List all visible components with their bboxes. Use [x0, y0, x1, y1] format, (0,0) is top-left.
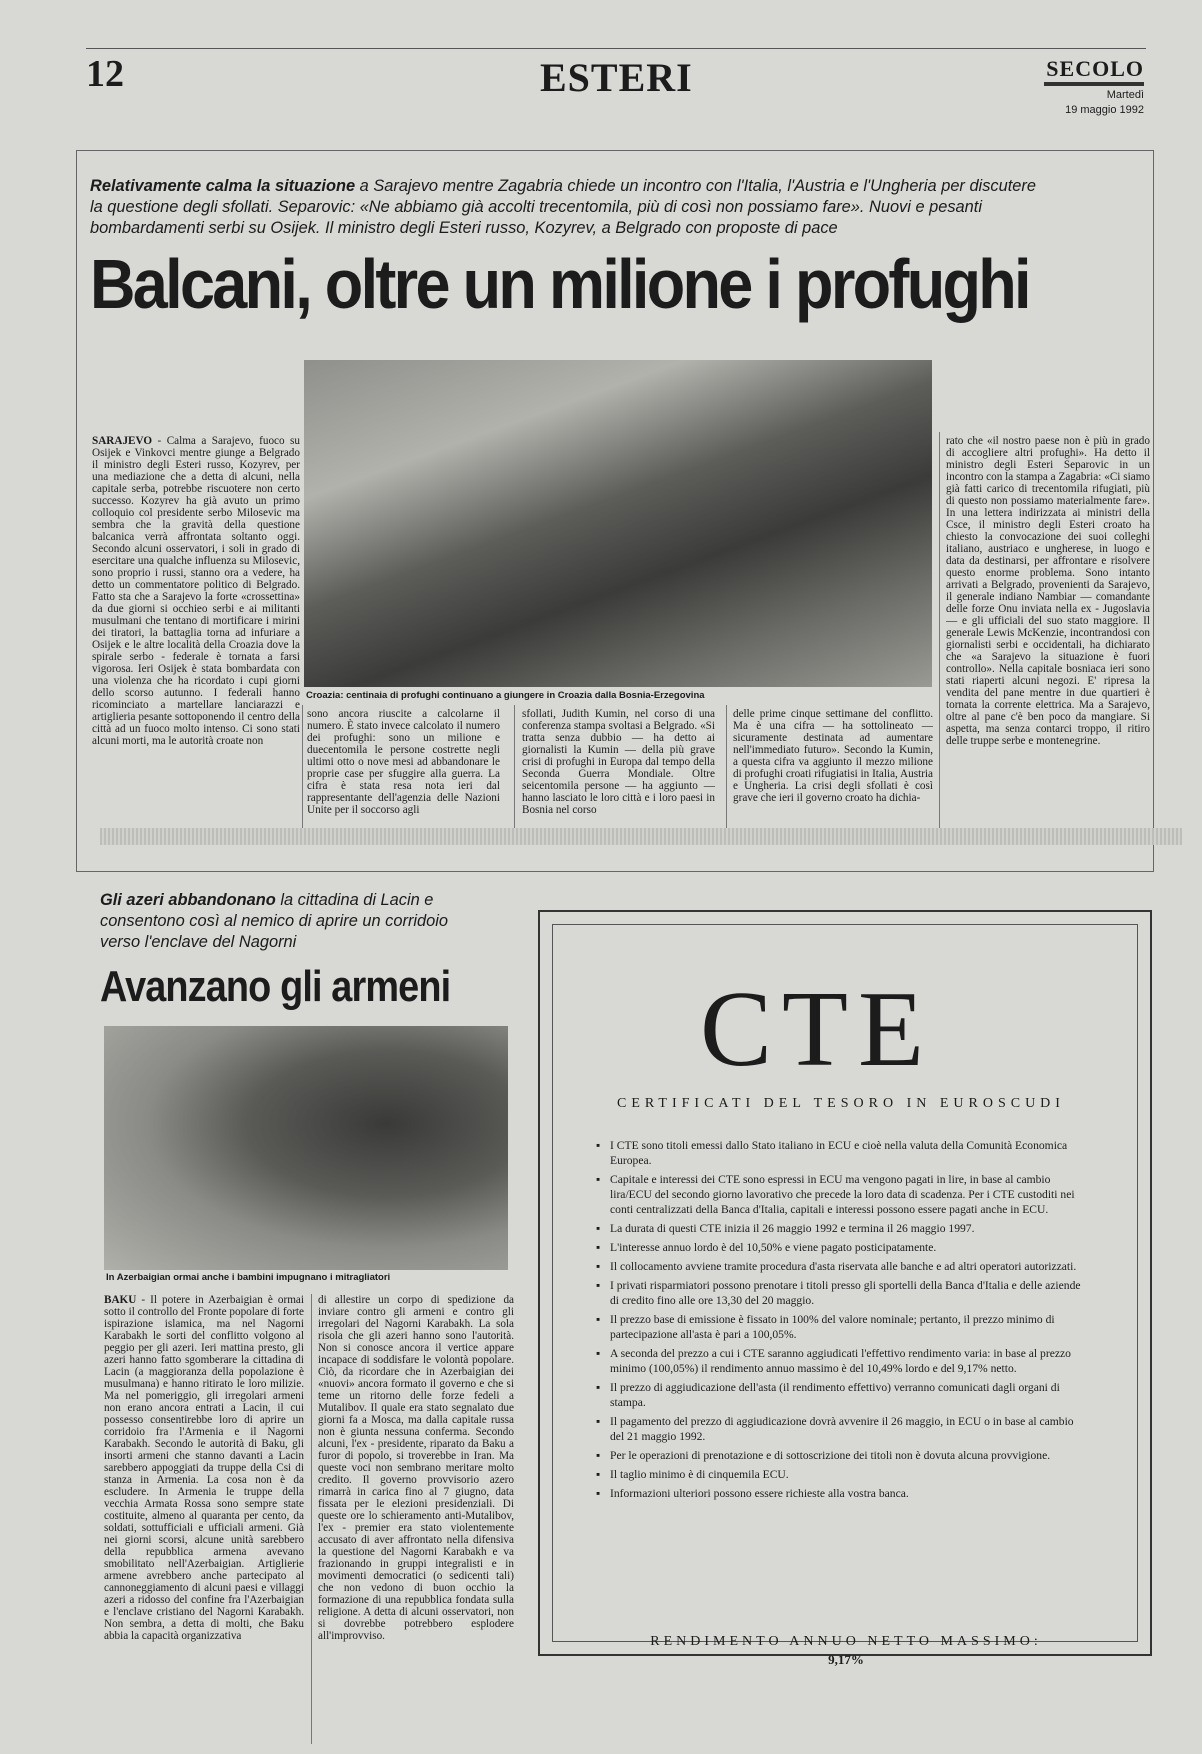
article-balcani-col-5: rato che «il nostro paese non è più in grado di accogliere altri profughi». Ha detto il ministro degli Esteri Separovic in un incontro con la stampa a Zagabria: «Ci siamo già fatti carico di trecentomila rifugiati, più di questo non possiamo materialmente fare». In una lettera indirizzata ai ministri della Csce, il ministro degli Esteri croato ha chiesto la convocazione dei suoi colleghi italiano, austriaco e ungherese, in luogo e data da destinarsi, per affrontare e risolvere questo enorme problema. Sono intanto arrivati a Belgrado, provenienti da Sarajevo, il generale indiano Nambiar — comandante delle forze Onu inviata nella ex - Jugoslavia — e gli ufficiali del suo stato maggiore. Il generale Lewis McKenzie, incontrandosi con giornalisti serbi e occidentali, ha dichiarato che «a Sarajevo la situazione è fuori controllo». Nella capitale bosniaca ieri sono stati riaperti alcuni negozi. E' ripresa la vendita del pane mentre in due quartieri è tornata la corrente elettrica. Ma a Sarajevo, oltre al pane c'è ben poco da mangiare. Si aspetta, ma senza contarci troppo, il ritiro delle truppe serbe e montenegrine. — [946, 435, 1150, 747]
separator-band — [100, 828, 1182, 845]
top-rule — [86, 48, 1146, 49]
list-item: ▪ Il pagamento del prezzo di aggiudicazione dovrà avvenire il 26 maggio, in ECU o in base al cambio del 21 maggio 1992. — [596, 1414, 1082, 1444]
list-item: ▪ L'interesse annuo lordo è del 10,50% e viene pagato posticipatamente. — [596, 1240, 1082, 1255]
dateline: BAKU — [104, 1294, 137, 1306]
article-armeni-headline: Avanzano gli armeni — [100, 962, 451, 1011]
kicker-rest: a Sarajevo mentre Zagabria chiede un incontro con l'Italia, l'Austria e l'Ungheria per discutere la questione degli sfollati. Separovic: «Ne abbiamo già accolti trecentomila, più di così non possiamo fare». Nuovi e pesanti bombardamenti serbi su Osijek. Il ministro degli Esteri russo, Kozyrev, a Belgrado con proposte di pace — [90, 177, 1036, 237]
section-title: ESTERI — [540, 55, 693, 100]
masthead-date: 19 maggio 1992 — [1065, 104, 1144, 116]
article-balcani-col-2: sono ancora riuscite a calcolarne il numero. È stato invece calcolato il numero dei profughi: sono un milione e duecentomila le persone costrette negli ultimi otto o nove mesi ad abbandonare le proprie case per sfuggire alla guerra. La cifra è stata resa nota ieri dal rappresentante dell'agenzia delle Nazioni Unite per il soccorso agli — [307, 708, 500, 816]
body-text: - Il potere in Azerbaigian è ormai sotto il controllo del Fronte popolare di forte ispirazione islamica, ma nel Nagorni Karabakh le sorti del conflitto volgono al peggio per gli azeri. Ieri mattina presto, gli azeri hanno fatto sgomberare la cittadina di Lacin (a maggioranza della popolazione è musulmana) e hanno ritirato le loro milizie. Ma nel pomeriggio, gli irregolari armeni non erano ancora entrati a Lacin, il cui possesso consentirebbe loro di aprire un corridoio fra l'Armenia e il Nagorni Karabakh. Secondo le autorità di Baku, gli insorti armeni che stanno davanti a Lacin sarebbero appoggiati da truppe della Csi di stanza in Armenia. La cosa non è da escludere. In Armenia le truppe della vecchia Armata Rossa sono sempre state costituite, almeno al quaranta per cento, da soldati, sottufficiali e ufficiali armeni. Già nei giorni scorsi, alcune unità sarebbero della repubblica armena avevano smobilitato nell'Azerbaigian. Artiglierie armene avrebbero anche partecipato al cannoneggiamento di alcuni paesi e villaggi azeri a ridosso del confine fra l'Azerbaigian e l'enclave cristiano del Nagorni Karabakh. Non sembra, a detta di molti, che Baku abbia la capacità organizzativa — [104, 1294, 304, 1642]
dateline: SARAJEVO — [92, 435, 153, 447]
masthead-day: Martedì — [1106, 89, 1144, 101]
article-armeni-kicker — [100, 890, 460, 953]
masthead-logo: SECOLO — [1044, 56, 1144, 86]
column-rule — [311, 1294, 312, 1744]
list-item: ▪ I privati risparmiatori possono prenotare i titoli presso gli sportelli della Banca d'Italia e delle aziende di credito fino alle ore 13,30 del 20 maggio. — [596, 1278, 1082, 1308]
article-balcani-col-3: sfollati, Judith Kumin, nel corso di una conferenza stampa svoltasi a Belgrado. «Si tratta senza dubbio — ha detto ai giornalisti la Kumin — della più grave crisi di profughi in Europa dal tempo della Seconda Guerra Mondiale. Oltre seicentomila persone — ha aggiunto — hanno lasciato le loro città e i loro paesi in Bosnia nel corso — [522, 708, 715, 816]
column-rule — [302, 705, 303, 845]
column-rule — [726, 705, 727, 845]
list-item: ▪ Il prezzo di aggiudicazione dell'asta (il rendimento effettivo) verranno comunicati dagli organi di stampa. — [596, 1380, 1082, 1410]
children-photo — [104, 1026, 508, 1270]
cte-footer: RENDIMENTO ANNUO NETTO MASSIMO: — [650, 1634, 1042, 1649]
cte-yield: 9,17% — [828, 1652, 864, 1667]
list-item: ▪ Informazioni ulteriori possono essere richieste alla vostra banca. — [596, 1486, 1082, 1501]
list-item: ▪ Il collocamento avviene tramite procedura d'asta riservata alle banche e ad altri operatori autorizzati. — [596, 1259, 1082, 1274]
page-number: 12 — [86, 53, 124, 95]
list-item: ▪ I CTE sono titoli emessi dallo Stato italiano in ECU e cioè nella valuta della Comunità Economica Europea. — [596, 1138, 1082, 1168]
article-balcani-kicker — [90, 176, 1050, 239]
list-item: ▪ Il prezzo base di emissione è fissato in 100% del valore nominale; pertanto, il prezzo minimo di partecipazione all'asta è pari a 100,05%. — [596, 1312, 1082, 1342]
article-balcani-headline: Balcani, oltre un milione i profughi — [90, 245, 1029, 323]
refugees-photo — [304, 360, 932, 687]
list-item: ▪ A seconda del prezzo a cui i CTE saranno aggiudicati l'effettivo rendimento varia: in base al prezzo minimo (100,05%) il rendimento annuo massimo è del 10,49% lordo e del 9,17% netto. — [596, 1346, 1082, 1376]
column-rule — [939, 432, 940, 845]
article-balcani-col-4: delle prime cinque settimane del conflitto. Ma è una cifra — ha sottolineato — sicuramente destinata ad aumentare nell'immediato futuro». Secondo la Kumin, a questa cifra va aggiunto il mezzo milione di profughi croati rifugiatisi in Italia, Austria e Ungheria. La crisi degli sfollati è così grave che ieri il governo croato ha dichia- — [733, 708, 933, 804]
cte-bullet-list — [596, 1138, 1082, 1505]
list-item: ▪ Il taglio minimo è di cinquemila ECU. — [596, 1467, 1082, 1482]
body-text: - Calma a Sarajevo, fuoco su Osijek e Vinkovci mentre giunge a Belgrado il ministro degli Esteri russo, Kozyrev, per una mediazione che a detta di alcuni, nella capitale serba, potrebbe riscuotere non certo successo. Kozyrev ha già avuto un primo colloquio col presidente serbo Milosevic ma sembra che la gravità della questione balcanica verrà affrontata soltanto oggi. Secondo alcuni osservatori, i soli in grado di esercitare una qualche influenza su Milosevic, sono proprio i russi, stanno ora a vedere, ha detto un commentatore politico di Belgrado. Fatto sta che a Sarajevo la forte «crossettina» da due giorni si occhieo serbi e ai militanti musulmani che tentano di mortificare i mirini dei tiratori, la battaglia torna ad infuriare a Osijek e le altre località della Croazia dove la spirale serbo - federale è tornata a farsi vigorosa. Ieri Osijek è stata bombardata con una violenza che ha ricordato i cupi giorni dello scorso autunno. I federali hanno ricominciato a martellare lanciarazzi e artiglieria pesante sottoponendo il centro della città ad un fuoco molto intenso. Ci sono stati alcuni morti, ma le autorità croate non — [92, 435, 300, 747]
refugees-photo-caption: Croazia: centinaia di profughi continuano a giungere in Croazia dalla Bosnia-Erzegovina — [306, 690, 705, 701]
cte-logo: CTE — [700, 970, 934, 1089]
article-balcani-col-1 — [92, 435, 300, 843]
children-photo-caption: In Azerbaigian ormai anche i bambini impugnano i mitragliatori — [106, 1272, 391, 1283]
kicker-rest: la cittadina di Lacin e consentono così al nemico di aprire un corridoio verso l'enclave del Nagorni — [100, 891, 449, 951]
cte-subtitle: CERTIFICATI DEL TESORO IN EUROSCUDI — [617, 1096, 1065, 1111]
column-rule — [514, 705, 515, 845]
list-item: ▪ Per le operazioni di prenotazione e di sottoscrizione dei titoli non è dovuta alcuna provvigione. — [596, 1448, 1082, 1463]
article-armeni-col-2: di allestire un corpo di spedizione da inviare contro gli armeni e contro gli irregolari del Nagorni Karabakh. La sola risola che gli azeri hanno sono l'autorità. Non si conosce ancora il vertice appare incapace di soddisfare le volontà popolare. Ciò, da ricordare che in Azerbaigian dei «nuovi» ancora formato il governo e che si teme un ritorno delle forze fedeli a Mutalibov. Il quale era stato segnalato due giorni fa a Mosca, ma dalla capitale russa non è giunta nessuna conferma. Secondo alcuni, l'ex - presidente, riparato da Baku a furor di popolo, si troverebbe in Iran. Ma queste voci non sembrano meritare molto credito. Il governo provvisorio azero rimarrà in carica fino al 7 giugno, data fissata per le elezioni presidenziali. Di queste ore lo schieramento anti-Mutalibov, l'ex - premier era stato violentemente accusato di aver affrontato nella difensiva la questione del Nagorni Karabakh e va frazionando in gruppi integralisti e in movimenti democratici (o sedicenti tali) che non vedono di buon occhio la formazione di una repubblica fondata sulla religione. A detta di alcuni osservatori, non si dovrebbe potrebbero esplodere all'improvviso. — [318, 1294, 514, 1642]
kicker-lead: Relativamente calma la situazione — [90, 177, 356, 195]
list-item: ▪ Capitale e interessi dei CTE sono espressi in ECU ma vengono pagati in lire, in base al cambio lira/ECU del secondo giorno lavorativo che precede la loro data di scadenza. Per i CTE custoditi nei conti centralizzati della Banca d'Italia, capitali e interessi possono essere pagati anche in ECU. — [596, 1172, 1082, 1217]
kicker-lead: Gli azeri abbandonano — [100, 891, 276, 909]
list-item: ▪ La durata di questi CTE inizia il 26 maggio 1992 e termina il 26 maggio 1997. — [596, 1221, 1082, 1236]
article-armeni-col-1 — [104, 1294, 304, 1750]
masthead — [1044, 56, 1144, 116]
